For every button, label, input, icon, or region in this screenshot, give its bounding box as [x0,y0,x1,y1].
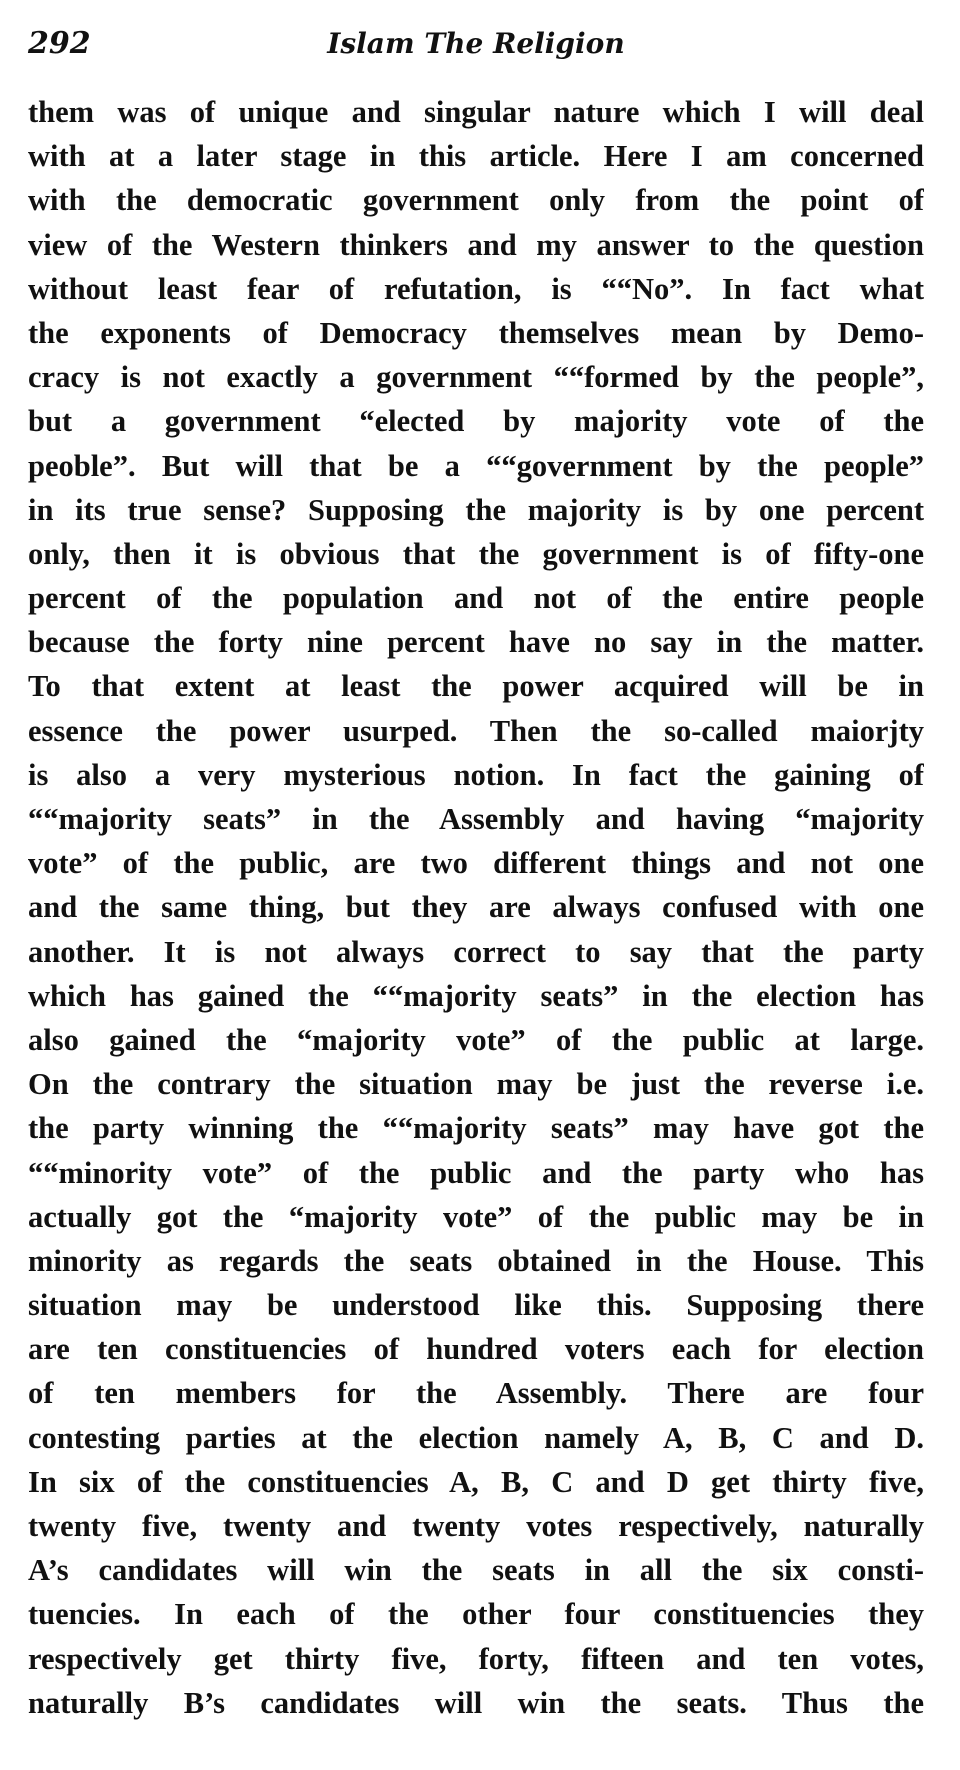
text-line: vote” of the public, are two different things and not one [28,846,924,881]
text-line: but a government “elected by majority vote of the [28,404,924,439]
text-line: situation may be understood like this. Supposing there [28,1288,924,1323]
text-line: In six of the constituencies A, B, C and D get thirty five, [28,1464,924,1499]
text-line: peoble”. But will that be a ““government by the people” [28,448,924,483]
text-line: respectively get thirty five, forty, fifteen and ten votes, [28,1641,924,1676]
text-line: actually got the “majority vote” of the public may be in [28,1199,924,1234]
text-line: A’s candidates will win the seats in all the six consti- [28,1553,924,1588]
text-line: minority as regards the seats obtained in the House. This [28,1243,924,1278]
running-head: Islam The Religion [327,27,625,60]
text-line: twenty five, twenty and twenty votes respectively, naturally [28,1509,924,1543]
text-line: because the forty nine percent have no say in the matter. [28,625,924,660]
text-line: essence the power usurped. Then the so-called maiorjty [28,713,924,748]
text-line: is also a very mysterious notion. In fact the gaining of [28,757,924,792]
text-line: To that extent at least the power acquired will be in [28,669,924,704]
text-line: naturally B’s candidates will win the seats. Thus the [28,1685,924,1720]
text-line: with the democratic government only from the point of [28,183,924,218]
text-line: also gained the “majority vote” of the public at large. [28,1022,924,1057]
text-line: cracy is not exactly a government ““formed by the people”, [28,360,924,395]
text-line: percent of the population and not of the entire people [28,581,924,616]
text-line: the party winning the ““majority seats” may have got the [28,1111,924,1146]
text-line: with at a later stage in this article. Here I am concerned [28,139,924,174]
text-line: in its true sense? Supposing the majority is by one percent [28,492,924,527]
text-line: only, then it is obvious that the government is of fifty-one [28,536,924,571]
text-line: view of the Western thinkers and my answer to the question [28,227,924,262]
text-line: and the same thing, but they are always confused with one [28,890,924,925]
text-line: contesting parties at the election namely A, B, C and D. [28,1420,924,1455]
text-line: the exponents of Democracy themselves mean by Demo- [28,315,924,350]
text-line: are ten constituencies of hundred voters each for election [28,1332,924,1367]
text-line: them was of unique and singular nature which I will deal [28,95,924,129]
text-line: tuencies. In each of the other four constituencies they [28,1597,924,1632]
body-text [28,90,924,1725]
text-line: without least fear of refutation, is ““No”. In fact what [28,271,924,306]
text-line: another. It is not always correct to say that the party [28,934,924,969]
text-line: ““majority seats” in the Assembly and having “majority [28,802,924,836]
text-line: which has gained the ““majority seats” in the election has [28,978,924,1013]
text-line: On the contrary the situation may be just the reverse i.e. [28,1067,924,1102]
text-line: ““minority vote” of the public and the party who has [28,1155,924,1190]
page-number: 292 [28,26,91,61]
page-header [28,22,924,66]
text-line: of ten members for the Assembly. There are four [28,1376,924,1411]
